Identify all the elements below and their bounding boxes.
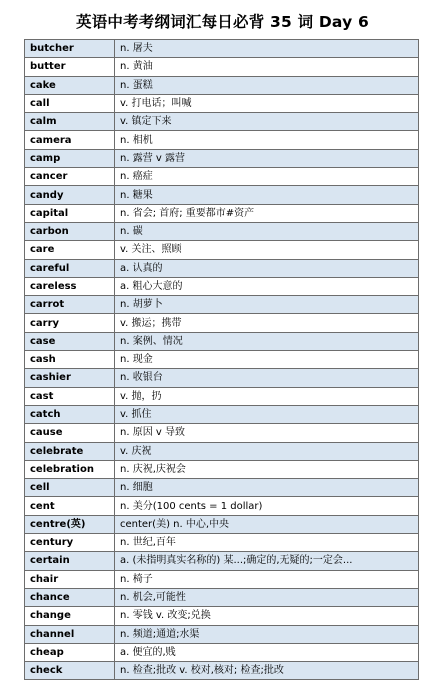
vocab-word: call bbox=[25, 94, 115, 112]
vocab-definition: a. 粗心大意的 bbox=[115, 277, 419, 295]
vocab-word: camp bbox=[25, 149, 115, 167]
vocab-row bbox=[25, 442, 419, 460]
vocab-word: celebrate bbox=[25, 442, 115, 460]
vocab-word: careless bbox=[25, 277, 115, 295]
vocab-row bbox=[25, 625, 419, 643]
vocab-definition: n. 世纪,百年 bbox=[115, 534, 419, 552]
vocab-definition: center(美) n. 中心,中央 bbox=[115, 515, 419, 533]
vocab-definition: n. 细胞 bbox=[115, 479, 419, 497]
vocab-definition: a. 便宜的,贱 bbox=[115, 643, 419, 661]
vocab-row bbox=[25, 387, 419, 405]
vocabulary-table-body bbox=[25, 40, 419, 680]
vocab-row bbox=[25, 76, 419, 94]
vocab-word: carry bbox=[25, 314, 115, 332]
vocab-word: carbon bbox=[25, 222, 115, 240]
vocab-word: candy bbox=[25, 186, 115, 204]
vocab-word: cake bbox=[25, 76, 115, 94]
vocab-definition: n. 碳 bbox=[115, 222, 419, 240]
vocab-word: camera bbox=[25, 131, 115, 149]
vocab-definition: n. 相机 bbox=[115, 131, 419, 149]
vocab-row bbox=[25, 204, 419, 222]
vocab-word: capital bbox=[25, 204, 115, 222]
vocab-row bbox=[25, 369, 419, 387]
vocab-word: centre(英) bbox=[25, 515, 115, 533]
vocab-row bbox=[25, 570, 419, 588]
vocab-row bbox=[25, 149, 419, 167]
vocab-definition: n. 收银台 bbox=[115, 369, 419, 387]
vocab-definition: n. 省会; 首府; 重要都市#资产 bbox=[115, 204, 419, 222]
vocab-row bbox=[25, 94, 419, 112]
vocab-row bbox=[25, 662, 419, 680]
vocab-definition: a. 认真的 bbox=[115, 259, 419, 277]
vocab-row bbox=[25, 332, 419, 350]
vocab-definition: n. 黄油 bbox=[115, 58, 419, 76]
vocab-definition: n. 原因 v 导致 bbox=[115, 424, 419, 442]
vocab-definition: v. 打电话；叫喊 bbox=[115, 94, 419, 112]
vocab-word: change bbox=[25, 607, 115, 625]
vocab-definition: v. 搬运；携带 bbox=[115, 314, 419, 332]
vocab-word: cheap bbox=[25, 643, 115, 661]
vocab-row bbox=[25, 58, 419, 76]
vocab-definition: v. 镇定下来 bbox=[115, 113, 419, 131]
vocab-row bbox=[25, 296, 419, 314]
vocab-word: celebration bbox=[25, 460, 115, 478]
vocab-word: century bbox=[25, 534, 115, 552]
vocab-row bbox=[25, 588, 419, 606]
vocab-definition: n. 露营 v 露营 bbox=[115, 149, 419, 167]
vocab-row bbox=[25, 534, 419, 552]
vocab-word: butcher bbox=[25, 40, 115, 58]
vocab-row bbox=[25, 113, 419, 131]
vocab-definition: v. 关注、照顾 bbox=[115, 241, 419, 259]
vocab-word: case bbox=[25, 332, 115, 350]
vocab-row bbox=[25, 186, 419, 204]
vocab-word: check bbox=[25, 662, 115, 680]
vocab-row bbox=[25, 277, 419, 295]
vocab-definition: n. 屠夫 bbox=[115, 40, 419, 58]
vocab-definition: n. 机会,可能性 bbox=[115, 588, 419, 606]
vocab-definition: n. 椅子 bbox=[115, 570, 419, 588]
vocab-row bbox=[25, 405, 419, 423]
vocab-word: catch bbox=[25, 405, 115, 423]
vocab-row bbox=[25, 643, 419, 661]
vocab-row bbox=[25, 131, 419, 149]
vocab-definition: v. 抓住 bbox=[115, 405, 419, 423]
vocab-row bbox=[25, 607, 419, 625]
vocab-row bbox=[25, 552, 419, 570]
vocab-row bbox=[25, 222, 419, 240]
vocab-word: channel bbox=[25, 625, 115, 643]
vocab-word: cash bbox=[25, 351, 115, 369]
vocab-definition: n. 频道;通道;水渠 bbox=[115, 625, 419, 643]
vocab-definition: n. 庆祝,庆祝会 bbox=[115, 460, 419, 478]
vocab-word: certain bbox=[25, 552, 115, 570]
vocab-row bbox=[25, 479, 419, 497]
vocab-row bbox=[25, 259, 419, 277]
vocab-definition: n. 糖果 bbox=[115, 186, 419, 204]
vocab-row bbox=[25, 497, 419, 515]
vocab-word: cashier bbox=[25, 369, 115, 387]
vocab-definition: n. 零钱 v. 改变;兑换 bbox=[115, 607, 419, 625]
vocab-row bbox=[25, 241, 419, 259]
vocab-row bbox=[25, 460, 419, 478]
vocab-definition: n. 蛋糕 bbox=[115, 76, 419, 94]
vocab-definition: n. 检查;批改 v. 校对,核对; 检查;批改 bbox=[115, 662, 419, 680]
vocab-word: chance bbox=[25, 588, 115, 606]
vocab-word: careful bbox=[25, 259, 115, 277]
vocab-word: cause bbox=[25, 424, 115, 442]
vocab-word: calm bbox=[25, 113, 115, 131]
vocab-row bbox=[25, 40, 419, 58]
page-title: 英语中考考纲词汇每日必背 35 词 Day 6 bbox=[76, 13, 369, 31]
vocab-row bbox=[25, 424, 419, 442]
vocab-word: carrot bbox=[25, 296, 115, 314]
vocab-row bbox=[25, 314, 419, 332]
vocab-definition: v. 庆祝 bbox=[115, 442, 419, 460]
vocab-word: cancer bbox=[25, 168, 115, 186]
vocab-definition: n. 案例、情况 bbox=[115, 332, 419, 350]
vocab-definition: n. 现金 bbox=[115, 351, 419, 369]
vocab-row bbox=[25, 168, 419, 186]
vocab-row bbox=[25, 351, 419, 369]
vocab-word: butter bbox=[25, 58, 115, 76]
vocab-word: cent bbox=[25, 497, 115, 515]
vocab-definition: n. 胡萝卜 bbox=[115, 296, 419, 314]
vocabulary-table bbox=[24, 39, 419, 680]
vocab-row bbox=[25, 515, 419, 533]
vocab-definition: n. 癌症 bbox=[115, 168, 419, 186]
vocab-definition: v. 抛，扔 bbox=[115, 387, 419, 405]
vocab-word: chair bbox=[25, 570, 115, 588]
vocab-word: cell bbox=[25, 479, 115, 497]
vocab-word: cast bbox=[25, 387, 115, 405]
vocab-word: care bbox=[25, 241, 115, 259]
vocab-definition: n. 美分(100 cents = 1 dollar) bbox=[115, 497, 419, 515]
vocab-definition: a. (未指明真实名称的) 某...;确定的,无疑的;一定会... bbox=[115, 552, 419, 570]
